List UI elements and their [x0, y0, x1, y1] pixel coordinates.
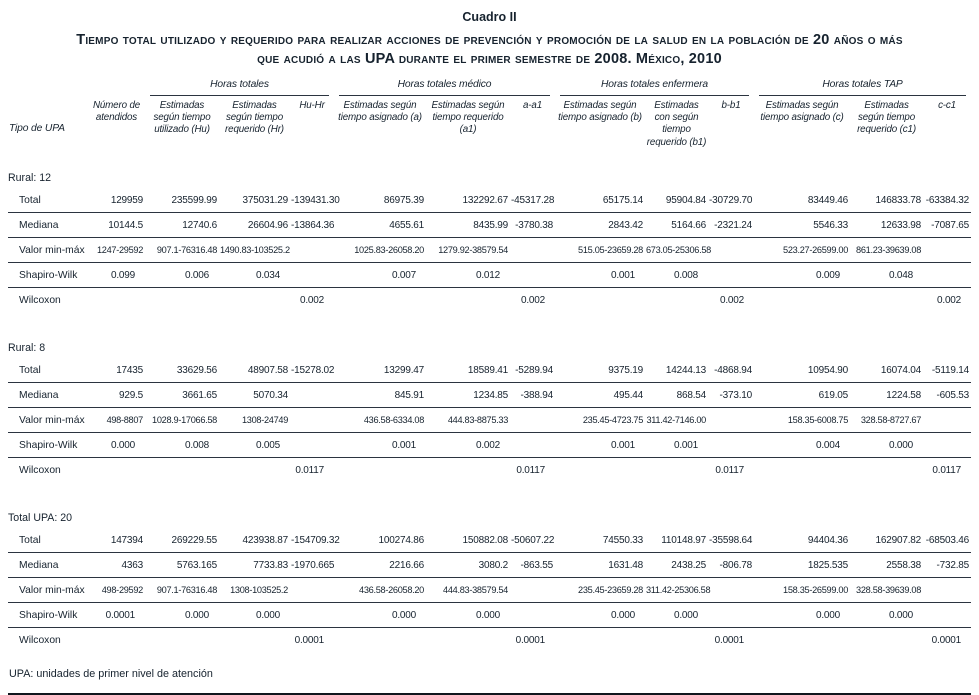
- cell: 0.002: [299, 294, 324, 306]
- cell: 95904.84: [645, 188, 708, 213]
- table-row: [8, 358, 971, 383]
- col-header-b: Estimadas según tiempo asignado (b): [558, 100, 642, 124]
- cell: 132292.67: [426, 188, 510, 213]
- cell: 498-29592: [88, 578, 145, 603]
- cell: [88, 458, 145, 483]
- row-label: Mediana: [8, 383, 88, 408]
- cell: 0.000: [145, 603, 219, 628]
- cell: [426, 628, 510, 653]
- cell: 423938.87: [219, 528, 290, 553]
- cell: 1224.58: [850, 383, 923, 408]
- cell: 158.35-26599.00: [754, 578, 850, 603]
- cell: 16074.04: [850, 358, 923, 383]
- cell: 2438.25: [645, 553, 708, 578]
- col-header-b-b1: b-b1: [721, 100, 741, 111]
- cell: 5070.34: [219, 383, 290, 408]
- cell: [923, 578, 971, 603]
- cell: 1490.83-103525.2: [219, 238, 290, 263]
- cell: 311.42-7146.00: [645, 408, 708, 433]
- cell: [426, 288, 510, 313]
- table-row: [8, 528, 971, 553]
- cell: 0.0001: [714, 634, 745, 646]
- cell: 146833.78: [850, 188, 923, 213]
- cell: 158.35-6008.75: [754, 408, 850, 433]
- table-row: [8, 213, 971, 238]
- row-label: Valor min-máx: [8, 238, 88, 263]
- cell: 162907.82: [850, 528, 923, 553]
- cell: -5289.94: [510, 358, 555, 383]
- cell: -154709.32: [290, 528, 334, 553]
- row-label: Total: [8, 188, 88, 213]
- cell: 269229.55: [145, 528, 219, 553]
- table-row: [8, 553, 971, 578]
- section-row: [8, 158, 971, 188]
- cell: 235.45-4723.75: [555, 408, 645, 433]
- cell: -605.53: [923, 383, 971, 408]
- footnote-upa-definition: UPA: unidades de primer nivel de atención: [9, 668, 213, 680]
- section-row: [8, 312, 971, 358]
- cell: [510, 263, 555, 288]
- cell: 0.006: [145, 263, 219, 288]
- cell: [510, 578, 555, 603]
- cell: 4363: [88, 553, 145, 578]
- cell: [708, 433, 754, 458]
- cell: 48907.58: [219, 358, 290, 383]
- cell: 868.54: [645, 383, 708, 408]
- section-label: Rural: 12: [8, 172, 51, 184]
- col-header-hr: Estimadas según tiempo requerido (Hr): [225, 100, 284, 136]
- cell: [754, 288, 850, 313]
- cuadro-ii-table: [8, 78, 971, 652]
- col-header-a-a1: a-a1: [522, 100, 542, 111]
- cell: -863.55: [510, 553, 555, 578]
- cell: 1025.83-26058.20: [334, 238, 426, 263]
- cell: 0.004: [754, 433, 850, 458]
- cell: [290, 408, 334, 433]
- cell: [290, 238, 334, 263]
- cell: -5119.14: [923, 358, 971, 383]
- row-label: Wilcoxon: [19, 464, 61, 476]
- cell: 444.83-8875.33: [426, 408, 510, 433]
- group-horas-totales: Horas totales: [150, 79, 329, 96]
- table-title-line-2: que acudió a las UPA durante el primer semestre de 2008. México, 2010: [257, 51, 722, 67]
- cell: -45317.28: [510, 188, 555, 213]
- cell: [145, 628, 219, 653]
- cell: 0.000: [645, 603, 708, 628]
- cell: 10954.90: [754, 358, 850, 383]
- cell: [290, 578, 334, 603]
- cell: 26604.96: [219, 213, 290, 238]
- cell: [645, 288, 708, 313]
- cell: 110148.97: [645, 528, 708, 553]
- cell: 498-8807: [88, 408, 145, 433]
- cell: 0.012: [426, 263, 510, 288]
- cell: 619.05: [754, 383, 850, 408]
- cell: 3080.2: [426, 553, 510, 578]
- cell: [510, 433, 555, 458]
- cell: 1825.535: [754, 553, 850, 578]
- col-header-c: Estimadas según tiempo asignado (c): [760, 100, 844, 124]
- row-label: Valor min-máx: [8, 578, 88, 603]
- cell: [850, 288, 923, 313]
- table-row: [8, 578, 971, 603]
- cell: 0.0001: [931, 634, 962, 646]
- column-header-row: [8, 96, 971, 158]
- cell: 0.000: [850, 603, 923, 628]
- cell: 12740.6: [145, 213, 219, 238]
- cell: 150882.08: [426, 528, 510, 553]
- cell: 861.23-39639.08: [850, 238, 923, 263]
- cell: 0.000: [88, 433, 145, 458]
- cell: 311.42-25306.58: [645, 578, 708, 603]
- cell: -388.94: [510, 383, 555, 408]
- row-label: Shapiro-Wilk: [8, 433, 88, 458]
- cell: 8435.99: [426, 213, 510, 238]
- cell: [850, 458, 923, 483]
- cell: [555, 458, 645, 483]
- col-header-c-c1: c-c1: [938, 100, 956, 111]
- cell: [334, 458, 426, 483]
- cell: [555, 288, 645, 313]
- cell: 0.000: [426, 603, 510, 628]
- cell: -15278.02: [290, 358, 334, 383]
- col-header-hu: Estimadas según tiempo utilizado (Hu): [153, 100, 211, 136]
- cell: 0.005: [219, 433, 290, 458]
- cell: 86975.39: [334, 188, 426, 213]
- cell: 100274.86: [334, 528, 426, 553]
- table-row: [8, 238, 971, 263]
- cell: [219, 288, 290, 313]
- cell: 2216.66: [334, 553, 426, 578]
- cell: 0.008: [145, 433, 219, 458]
- table-row: [8, 263, 971, 288]
- cell: [645, 458, 708, 483]
- cell: 0.000: [219, 603, 290, 628]
- cell: 18589.41: [426, 358, 510, 383]
- cell: 9375.19: [555, 358, 645, 383]
- group-horas-totales-tap: Horas totales TAP: [759, 79, 966, 96]
- row-label: Shapiro-Wilk: [8, 603, 88, 628]
- row-label: Total: [8, 358, 88, 383]
- cell: [850, 628, 923, 653]
- cell: 4655.61: [334, 213, 426, 238]
- cell: [510, 408, 555, 433]
- cell: -35598.64: [708, 528, 754, 553]
- cell: 0.009: [754, 263, 850, 288]
- col-header-a1: Estimadas según tiempo requerido (a1): [431, 100, 505, 136]
- cell: [145, 458, 219, 483]
- cell: 1308-24749: [219, 408, 290, 433]
- cell: 0.099: [88, 263, 145, 288]
- cell: 33629.56: [145, 358, 219, 383]
- table-title-line-1: Tiempo total utilizado y requerido para realizar acciones de prevención y promoción de la salud en la población de 20 años o más: [76, 32, 903, 48]
- row-label: Valor min-máx: [8, 408, 88, 433]
- cell: 2558.38: [850, 553, 923, 578]
- cell: [754, 628, 850, 653]
- cell: -732.85: [923, 553, 971, 578]
- cell: -806.78: [708, 553, 754, 578]
- section-label: Rural: 8: [8, 342, 46, 354]
- cell: 0.000: [850, 433, 923, 458]
- cell: -7087.65: [923, 213, 971, 238]
- cell: [754, 458, 850, 483]
- cell: 0.0117: [932, 464, 962, 476]
- cell: [88, 288, 145, 313]
- table-row: [8, 383, 971, 408]
- table-row: [8, 188, 971, 213]
- cell: 0.001: [645, 433, 708, 458]
- cell: [708, 408, 754, 433]
- table-row: [8, 458, 971, 483]
- cell: [923, 263, 971, 288]
- section-row: [8, 482, 971, 528]
- cell: 0.0117: [295, 464, 324, 476]
- cell: [708, 603, 754, 628]
- row-label: Total: [8, 528, 88, 553]
- cell: 845.91: [334, 383, 426, 408]
- cell: [645, 628, 708, 653]
- table-number-title: Cuadro II: [462, 10, 517, 24]
- section-label: Total UPA: 20: [8, 512, 72, 524]
- col-header-hu-hr: Hu-Hr: [299, 100, 325, 111]
- cell: -1970.665: [290, 553, 334, 578]
- cell: -3780.38: [510, 213, 555, 238]
- cell: [510, 603, 555, 628]
- cell: -373.10: [708, 383, 754, 408]
- table-row: [8, 628, 971, 653]
- cell: [290, 433, 334, 458]
- cell: 375031.29: [219, 188, 290, 213]
- cell: [334, 628, 426, 653]
- table-row: [8, 288, 971, 313]
- cell: 0.034: [219, 263, 290, 288]
- cell: 444.83-38579.54: [426, 578, 510, 603]
- cell: 10144.5: [88, 213, 145, 238]
- cell: 0.001: [334, 433, 426, 458]
- cell: -139431.30: [290, 188, 334, 213]
- cell: 0.0001: [515, 634, 545, 646]
- cell: [923, 408, 971, 433]
- cell: [219, 628, 290, 653]
- cell: -30729.70: [708, 188, 754, 213]
- group-header-row: [8, 78, 971, 96]
- row-label: Wilcoxon: [19, 294, 61, 306]
- group-horas-totales-enfermera: Horas totales enfermera: [560, 79, 749, 96]
- cell: [290, 383, 334, 408]
- cell: [88, 628, 145, 653]
- col-header-numero-atendidos: Número de atendidos: [92, 100, 141, 124]
- cell: 83449.46: [754, 188, 850, 213]
- group-horas-totales-medico: Horas totales médico: [339, 79, 550, 96]
- cell: 1279.92-38579.54: [426, 238, 510, 263]
- cell: 0.002: [426, 433, 510, 458]
- table-title: [8, 31, 971, 69]
- cell: [708, 263, 754, 288]
- cell: 0.000: [334, 603, 426, 628]
- cell: 328.58-8727.67: [850, 408, 923, 433]
- cell: [555, 628, 645, 653]
- cell: 13299.47: [334, 358, 426, 383]
- cell: 74550.33: [555, 528, 645, 553]
- cell: 0.002: [520, 294, 545, 306]
- row-label: Wilcoxon: [19, 634, 61, 646]
- cell: 1308-103525.2: [219, 578, 290, 603]
- cell: -50607.22: [510, 528, 555, 553]
- cell: 235599.99: [145, 188, 219, 213]
- table-row: [8, 433, 971, 458]
- cell: 12633.98: [850, 213, 923, 238]
- cell: 436.58-26058.20: [334, 578, 426, 603]
- cell: 3661.65: [145, 383, 219, 408]
- cell: 0.001: [555, 433, 645, 458]
- cell: 436.58-6334.08: [334, 408, 426, 433]
- cell: [708, 238, 754, 263]
- cell: 17435: [88, 358, 145, 383]
- cell: 0.000: [754, 603, 850, 628]
- cell: 907.1-76316.48: [145, 578, 219, 603]
- cell: 0.002: [719, 294, 745, 306]
- cell: [334, 288, 426, 313]
- cell: 0.0001: [294, 634, 324, 646]
- cell: 0.048: [850, 263, 923, 288]
- table-row: [8, 603, 971, 628]
- cell: 0.0001: [88, 603, 145, 628]
- cell: [426, 458, 510, 483]
- cell: 907.1-76316.48: [145, 238, 219, 263]
- cell: [923, 433, 971, 458]
- cell: 0.0117: [516, 464, 545, 476]
- cell: 94404.36: [754, 528, 850, 553]
- cell: -68503.46: [923, 528, 971, 553]
- cell: 5164.66: [645, 213, 708, 238]
- cell: 0.002: [937, 294, 962, 306]
- col-header-tipo-de-upa: Tipo de UPA: [9, 122, 65, 134]
- row-label: Mediana: [8, 553, 88, 578]
- table-row: [8, 408, 971, 433]
- cell: 1234.85: [426, 383, 510, 408]
- col-header-c1: Estimadas según tiempo requerido (c1): [857, 100, 916, 136]
- cell: 0.008: [645, 263, 708, 288]
- cell: 673.05-25306.58: [645, 238, 708, 263]
- table-body: [8, 158, 971, 652]
- cell: 14244.13: [645, 358, 708, 383]
- cell: 1028.9-17066.58: [145, 408, 219, 433]
- cell: 523.27-26599.00: [754, 238, 850, 263]
- cell: 235.45-23659.28: [555, 578, 645, 603]
- cell: -2321.24: [708, 213, 754, 238]
- cell: -4868.94: [708, 358, 754, 383]
- row-label: Shapiro-Wilk: [8, 263, 88, 288]
- cell: 1631.48: [555, 553, 645, 578]
- cell: 147394: [88, 528, 145, 553]
- cell: -13864.36: [290, 213, 334, 238]
- cell: [708, 578, 754, 603]
- cell: 65175.14: [555, 188, 645, 213]
- cell: [290, 603, 334, 628]
- cell: [510, 238, 555, 263]
- cell: 5763.165: [145, 553, 219, 578]
- cell: 5546.33: [754, 213, 850, 238]
- cell: 495.44: [555, 383, 645, 408]
- row-label: Mediana: [8, 213, 88, 238]
- cell: 929.5: [88, 383, 145, 408]
- cell: 0.001: [555, 263, 645, 288]
- cell: 328.58-39639.08: [850, 578, 923, 603]
- cell: 0.007: [334, 263, 426, 288]
- cell: 129959: [88, 188, 145, 213]
- col-header-a: Estimadas según tiempo asignado (a): [338, 100, 422, 124]
- cell: -63384.32: [923, 188, 971, 213]
- col-header-b1: Estimadas con según tiempo requerido (b1): [646, 100, 707, 148]
- cell: 515.05-23659.28: [555, 238, 645, 263]
- cell: 7733.83: [219, 553, 290, 578]
- cell: [923, 603, 971, 628]
- cell: [290, 263, 334, 288]
- cell: 0.0117: [715, 464, 745, 476]
- cell: 2843.42: [555, 213, 645, 238]
- cell: [219, 458, 290, 483]
- cell: [145, 288, 219, 313]
- cell: 0.000: [555, 603, 645, 628]
- cell: [923, 238, 971, 263]
- cell: 1247-29592: [88, 238, 145, 263]
